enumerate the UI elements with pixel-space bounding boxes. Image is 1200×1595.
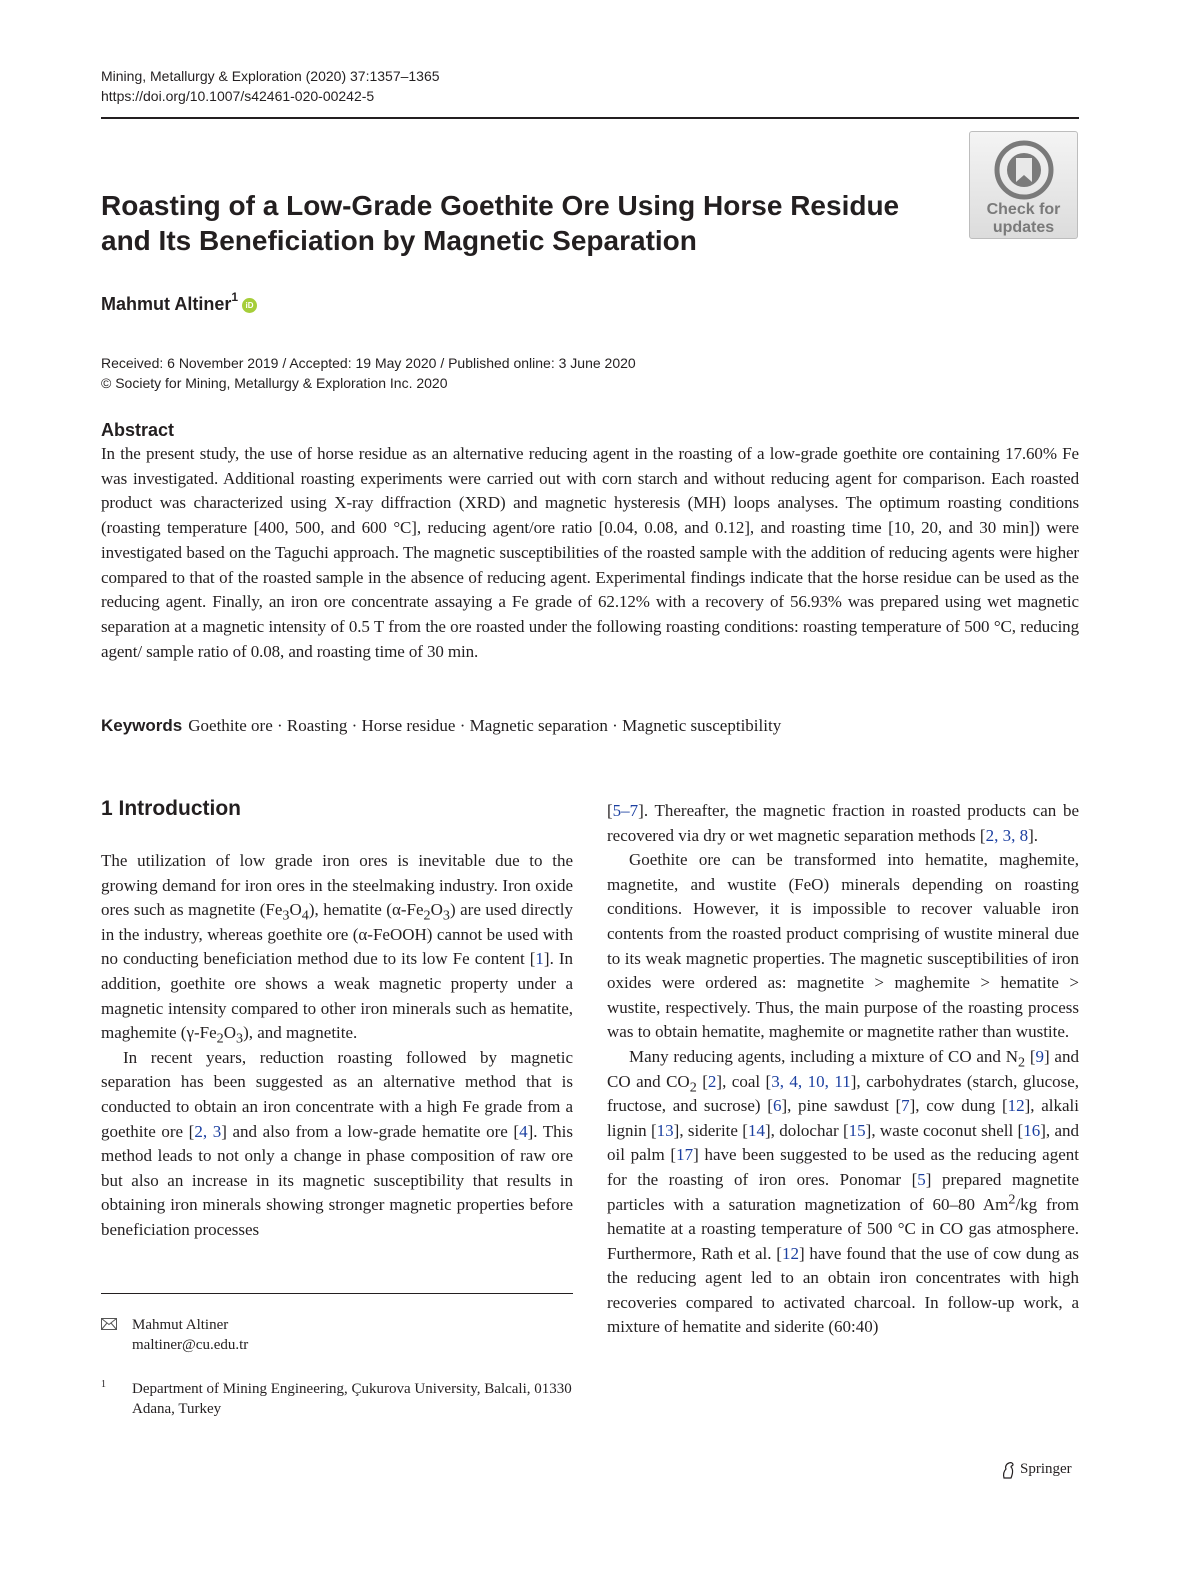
citation-link[interactable]: 4: [519, 1121, 528, 1141]
check-for-updates-badge[interactable]: [969, 131, 1078, 239]
corresponding-author-name: Mahmut Altiner: [132, 1317, 229, 1333]
citation-link[interactable]: 16: [1023, 1120, 1041, 1140]
copyright-line: © Society for Mining, Metallurgy & Exploration Inc. 2020: [101, 375, 448, 391]
citation-link[interactable]: 9: [1035, 1046, 1044, 1066]
bookmark-icon: [994, 140, 1054, 200]
citation-link[interactable]: 2, 3, 8: [985, 825, 1029, 845]
publication-dates: [101, 353, 636, 393]
citation-link[interactable]: 3, 4, 10, 11: [771, 1071, 851, 1091]
author-name[interactable]: Mahmut Altiner: [101, 294, 232, 314]
citation-link[interactable]: 6: [772, 1096, 782, 1116]
received-accepted-published: Received: 6 November 2019 / Accepted: 19 May 2020 / Published online: 3 June 2020: [101, 355, 636, 371]
orcid-icon[interactable]: iD: [242, 298, 257, 313]
badge-line-1: Check for: [986, 201, 1061, 218]
keywords-label: Keywords: [101, 716, 183, 735]
publisher-name: Springer: [1020, 1461, 1072, 1477]
affiliation-mark: 1: [231, 290, 239, 304]
citation-link[interactable]: 12: [781, 1243, 799, 1263]
copyright-icon: ©: [101, 375, 116, 391]
affiliation-number: 1: [101, 1379, 106, 1390]
paragraph: The utilization of low grade iron ores is inevitable due to the growing demand for iron ores in the steelmaking industry. Iron oxide ores such as magnetite $(Fe_3O_4)$, hematite $(\alpha-Fe_2O_3)$ are used directly in the industry, whereas goethite ore (α-FeOOH) cannot be used with no conducting beneficiation method due to its low Fe content [1]. In addition, goethite ore shows a weak magnetic property under a magnetic intensity compared to other iron minerals such as hematite, maghemite $(\gamma-Fe_2O_3)$, and magnetite.: [101, 851, 574, 1047]
journal-citation: Mining, Metallurgy & Exploration (2020) 37:1357–1365: [101, 68, 440, 84]
citation-link[interactable]: 15: [848, 1120, 866, 1140]
section-heading-introduction: 1 Introduction: [101, 797, 241, 820]
citation-link[interactable]: 2, 3: [194, 1121, 222, 1141]
corresponding-author-email[interactable]: maltiner@cu.edu.tr: [132, 1337, 249, 1353]
citation-link[interactable]: 5–7: [612, 801, 639, 820]
publisher-logo: [1000, 1459, 1072, 1479]
footnote-rule: [101, 1293, 573, 1294]
body-column-left: [101, 849, 573, 1243]
citation-link[interactable]: 17: [676, 1145, 694, 1165]
affiliation-text: Department of Mining Engineering, Çukurova University, Balcali, 01330 Adana, Turkey: [132, 1381, 572, 1417]
journal-header: [101, 66, 440, 106]
citation-link[interactable]: 7: [901, 1096, 910, 1116]
citation-link[interactable]: 2: [707, 1071, 717, 1091]
keywords: [101, 714, 781, 738]
paragraph: [5–7]. Thereafter, the magnetic fraction in roasted products can be recovered via dry or wet magnetic separation methods [2, 3, 8].: [607, 801, 1079, 845]
paper-title: Roasting of a Low-Grade Goethite Ore Using Horse Residue and Its Beneficiation by Magnetic Separation: [101, 190, 900, 256]
header-rule: [101, 117, 1079, 119]
doi-link[interactable]: https://doi.org/10.1007/s42461-020-00242-5: [101, 88, 375, 104]
body-column-right: [607, 799, 1079, 1340]
citation-link[interactable]: 5: [917, 1169, 926, 1189]
badge-line-2: updates: [992, 219, 1055, 236]
abstract-heading: Abstract: [101, 420, 175, 440]
citation-link[interactable]: 1: [535, 949, 544, 969]
paragraph: Goethite ore can be transformed into hematite, maghemite, magnetite, and wustite (FeO) minerals depending on roasting conditions. However, it is impossible to recover valuable iron contents from the roasted product comprising of wustite mineral due to its weak magnetic properties. The magnetic susceptibilities of iron oxides were ordered as: magnetite > maghemite > hematite > wustite, respectively. Thus, the main purpose of the roasting process was to obtain hematite, maghemite or magnetite rather than wustite.: [607, 850, 1079, 1042]
paragraph: In recent years, reduction roasting followed by magnetic separation has been suggested as an alternative method that is conducted to obtain an iron concentrate with a high Fe grade from a goethite ore [2, 3] and also from a low-grade hematite ore [4]. This method leads to not only a change in phase composition of raw ore but also an increase in its magnetic susceptibility that results in obtaining iron minerals showing stronger magnetic properties before beneficiation processes: [101, 1047, 573, 1239]
citation-link[interactable]: 13: [656, 1120, 674, 1140]
author-line: [101, 292, 257, 316]
citation-link[interactable]: 12: [1007, 1096, 1025, 1116]
abstract-text: In the present study, the use of horse residue as an alternative reducing agent in the roasting of a low-grade goethite ore containing 17.60% Fe was investigated. Additional roasting experiments were carried out with corn starch and without reducing agent for comparison. Each roasted product was characterized using X-ray diffraction (XRD) and magnetic hysteresis (MH) loops analyses. The optimum roasting conditions (roasting temperature [400, 500, and 600 °C], reducing agent/ore ratio [0.04, 0.08, and 0.12], and roasting time [10, 20, and 30 min]) were investigated based on the Taguchi approach. The magnetic susceptibilities of the roasted sample with the addition of reducing agents were higher compared to that of the roasted sample in the absence of reducing agent. Experimental findings indicate that the horse residue can be used as the reducing agent. Finally, an iron ore concentrate assaying a Fe grade of 62.12% with a recovery of 56.93% was prepared using wet magnetic separation at a magnetic intensity of 0.5 T from the ore roasted under the following roasting conditions: roasting temperature of 500 °C, reducing agent/ sample ratio of 0.08, and roasting time of 30 min.: [101, 444, 1079, 661]
citation-link[interactable]: 14: [747, 1120, 765, 1140]
springer-horse-icon: [1000, 1461, 1016, 1479]
keywords-list: Goethite ore · Roasting · Horse residue · Magnetic separation · Magnetic susceptibility: [188, 716, 782, 735]
envelope-icon: [101, 1318, 117, 1330]
paragraph: Many reducing agents, including a mixture of CO and $N_2$ [9] and CO and $CO_2$ [2], coal [3, 4, 10, 11], carbohydrates (starch, glucose, fructose, and sucrose) [6], pine sawdust [7], cow dung [12], alkali lignin [13], siderite [14], dolochar [15], waste coconut shell [16], and oil palm [17] have been suggested to be used as the reducing agent for the roasting of iron ores. Ponomar [5] prepared magnetite particles with a saturation magnetization of 60–80 Am$^2$/kg from hematite at a roasting temperature of 500 °C in CO gas atmosphere. Furthermore, Rath et al. [12] have found that the use of cow dung as the reducing agent led to an obtain iron concentrates with high recoveries compared to activated charcoal. In follow-up work, a mixture of hematite and siderite (60:40): [607, 1046, 1080, 1337]
